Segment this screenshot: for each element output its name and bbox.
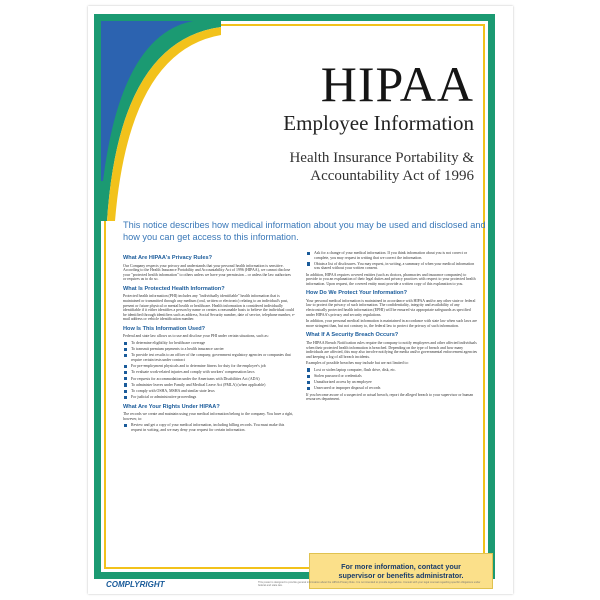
section-text: In addition, HIPAA requires covered entities (such as doctors, pharmacies and insurance companies) to provide to you an explanation of their legal duties and privacy practices with respect to your protected health information. Upon request, the covered entity must provide a written copy of this explanation to you.: [306, 272, 476, 286]
section-heading-protect-info: How Do We Protect Your Information?: [306, 290, 408, 297]
act-name: [244, 149, 474, 185]
list-item: To comply with OSHA, MSHA and similar state laws: [123, 389, 295, 394]
section-heading-security-breach: What If A Security Breach Occurs?: [306, 332, 399, 339]
section-heading-protected-info: What Is Protected Health Information?: [123, 285, 225, 292]
section-heading-privacy-rules: What Are HIPAA's Privacy Rules?: [123, 255, 212, 261]
poster-title: HIPAA: [320, 56, 474, 112]
right-column: [306, 251, 478, 404]
list-item: Lost or stolen laptop computer, flash drive, disk, etc.: [306, 368, 478, 373]
list-item: Unauthorized access by an employee: [306, 380, 478, 385]
poster-subtitle: Employee Information: [283, 111, 474, 135]
poster: [88, 6, 513, 594]
poster-frame: [94, 14, 495, 579]
breach-list: [306, 368, 478, 391]
section-text: Protected health information (PHI) includes any "individually identifiable" health information that is maintained or transmitted through any medium (oral, written or electronic) relating to an individual's past, present or future physical or mental health or healthcare. Health information is considered individually identifiable if it either identifies a person by name or creates a reasonable basis to believe the individual could be identified through identifiers such as address, Social Security number, date of service, telephone number, e-mail address or vehicle identification number.: [123, 294, 296, 322]
rights-list: [123, 423, 295, 432]
section-text: Our Company respects your privacy and understands that your personal health information is sensitive. According to the Health Insurance Portability and Accountability Act of 1996 (HIPAA), we cannot disclose your "protected health information" to others unless we have your permission – or unless the law authorizes or requires us to do so.: [123, 263, 291, 282]
list-item: Ask for a change of your medical information. If you think information about you is not correct or complete, you may request in writing that we correct the information.: [306, 251, 478, 260]
section-text: Examples of possible breaches may include but are not limited to:: [306, 361, 409, 366]
notice-text: This notice describes how medical information about you may be used and disclosed and how you can get access to this information.: [123, 220, 486, 242]
section-text: Your personal medical information is maintained in accordance with HIPAA and/or any other state or federal law to protect the privacy of such information. The confidentiality, integrity and availability of any electronically protected health information (EPHI) will be ensured via appropriate safeguards as specified under HIPAA's privacy and security regulations.: [306, 298, 476, 317]
complyright-logo: COMPLYRIGHT: [106, 580, 165, 589]
contact-line-2: supervisor or benefits administrator.: [338, 571, 464, 580]
section-text: In addition, your personal medical information is maintained in accordance with state law when such laws are more stringent than, but not contrary to, the federal law to protect the privacy of such information.: [306, 319, 478, 328]
section-text: If you become aware of a suspected or actual breach, report the alleged breach to your supervisor or human resources department.: [306, 392, 474, 402]
fine-print: This poster is designed to provide general information about the HIPAA Privacy Rule. It is not intended to provide legal advice. Consult with your legal counsel regarding specific obligations under federal and state law.: [258, 581, 481, 588]
section-text: The records we create and maintain using your medical information belong to the company. You have a right, however, to:: [123, 412, 294, 421]
left-column: [123, 251, 295, 434]
rights-list-continued: [306, 251, 478, 271]
list-item: To determine eligibility for healthcare coverage: [123, 341, 295, 346]
list-item: Stolen password or credentials: [306, 374, 478, 379]
uses-list: [123, 341, 295, 400]
list-item: For pre-employment physicals and to determine fitness for duty for the employee's job: [123, 364, 295, 369]
list-item: To provide test results to an officer of the company, government regulatory agencies or companies that require certain tests under contract: [123, 353, 295, 362]
list-item: For judicial or administrative proceedings: [123, 395, 295, 400]
act-line-2: Accountability Act of 1996: [310, 168, 474, 184]
section-heading-info-used: How Is This Information Used?: [123, 325, 206, 332]
section-text: Federal and state law allows us to use and disclose your PHI under certain situations, such as:: [123, 334, 269, 339]
section-heading-your-rights: What Are Your Rights Under HIPAA?: [123, 403, 220, 410]
list-item: To administer leaves under Family and Medical Leave Act (FMLA) (when applicable): [123, 383, 295, 388]
corner-stripes-graphic: [101, 21, 221, 221]
list-item: To evaluate work-related injuries and comply with workers' compensation laws: [123, 370, 295, 375]
list-item: Unsecured or improper disposal of records: [306, 386, 478, 391]
list-item: Obtain a list of disclosures. You may request, in writing, a summary of when your medical information was shared without your written consent.: [306, 262, 478, 271]
list-item: For requests for accommodation under the Americans with Disabilities Act (ADA): [123, 377, 295, 382]
contact-line-1: For more information, contact your: [341, 562, 461, 571]
section-text: The HIPAA Breach Notification rules require the company to notify employees and other affected individuals when their protected health information is breached. Depending on the type of breach and how many individuals are affected, this may also involve notifying the media and/or governmental enforcement agencies and keeping a log of all breach incidents.: [306, 340, 478, 359]
list-item: Review and get a copy of your medical information, including billing records. You must make this request in writing, and we may deny your request for certain information.: [123, 423, 295, 432]
list-item: To transmit premium payments to a health insurance carrier: [123, 347, 295, 352]
act-line-1: Health Insurance Portability &: [289, 150, 474, 166]
